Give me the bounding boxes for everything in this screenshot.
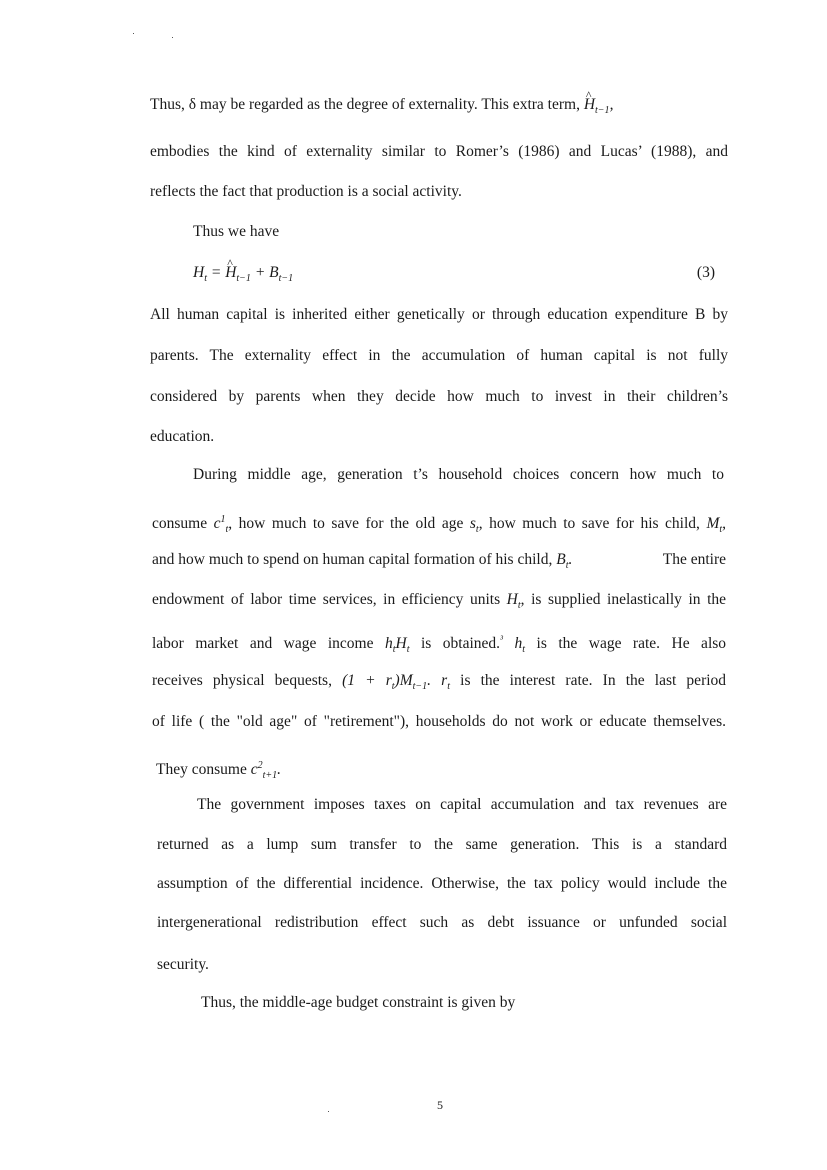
paragraph-3-line-2: parents. The externality effect in the accumulation of human capital is not fully — [150, 347, 728, 364]
paragraph-4-line-1: During middle age, generation t’s household choices concern how much to — [193, 466, 724, 483]
page-number: 5 — [437, 1098, 443, 1112]
scan-speck — [328, 1111, 329, 1112]
paragraph-5-line-1: The government imposes taxes on capital accumulation and tax revenues are — [197, 796, 727, 813]
math-h-hat: ^ $H_{t-1}$, — [584, 96, 614, 113]
scan-speck — [133, 33, 134, 34]
paragraph-5-line-2: returned as a lump sum transfer to the same generation. This is a standard — [157, 836, 727, 853]
paragraph-4-line-8: They consume $c^2_{t+1}$. — [156, 760, 281, 782]
paragraph-4-line-7: of life ( the "old age" of "retirement"), households do not work or educate themselves. — [152, 713, 726, 730]
paragraph-5-line-5: security. — [157, 956, 209, 973]
paragraph-5-line-3: assumption of the differential incidence. Otherwise, the tax policy would include the — [157, 875, 727, 892]
paragraph-4-line-6: receives physical bequests, $(1 + r_t)M_{t-1}$. $r_t$ is the interest rate. In the last period — [152, 672, 727, 693]
paragraph-4-line-3: and how much to spend on human capital formation of his child, $B_t$. The entire — [152, 551, 726, 572]
footnote-marker: ³ — [500, 634, 504, 645]
paragraph-4-line-4: endowment of labor time services, in efficiency units $H_t$, is supplied inelastically in the — [152, 591, 727, 612]
equation-3 — [193, 263, 715, 289]
scan-speck — [172, 37, 173, 38]
paragraph-1-line-1: Thus, δ may be regarded as the degree of externality. This extra term, ^ $H_{t-1}$, — [150, 95, 692, 121]
paragraph-4-line-5: labor market and wage income $h_tH_t$ is obtained.$^{^3}$ $h_t$ is the wage rate. He also — [152, 634, 727, 656]
equation-number: (3) — [696, 264, 715, 281]
paragraph-4-line-2: consume $c^1_t$, how much to save for the old age $s_t$, how much to save for his child, $M_t$, — [152, 514, 727, 536]
equation-body: $H_t$ = ^ $H_{t-1} + B_{t-1}$ — [193, 264, 293, 281]
paragraph-5-line-4: intergenerational redistribution effect such as debt issuance or unfunded social — [157, 914, 727, 931]
paragraph-2: Thus we have — [193, 223, 280, 240]
paragraph-1-line-2: embodies the kind of externality similar to Romer’s (1986) and Lucas’ (1988), and — [150, 143, 728, 160]
paragraph-1-line-3: reflects the fact that production is a social activity. — [150, 183, 462, 200]
paragraph-3-line-1: All human capital is inherited either genetically or through education expenditure B by — [150, 306, 728, 323]
paragraph-3-line-3: considered by parents when they decide how much to invest in their children’s — [150, 388, 728, 405]
paragraph-6: Thus, the middle-age budget constraint is given by — [201, 994, 516, 1011]
paragraph-3-line-4: education. — [150, 428, 215, 445]
